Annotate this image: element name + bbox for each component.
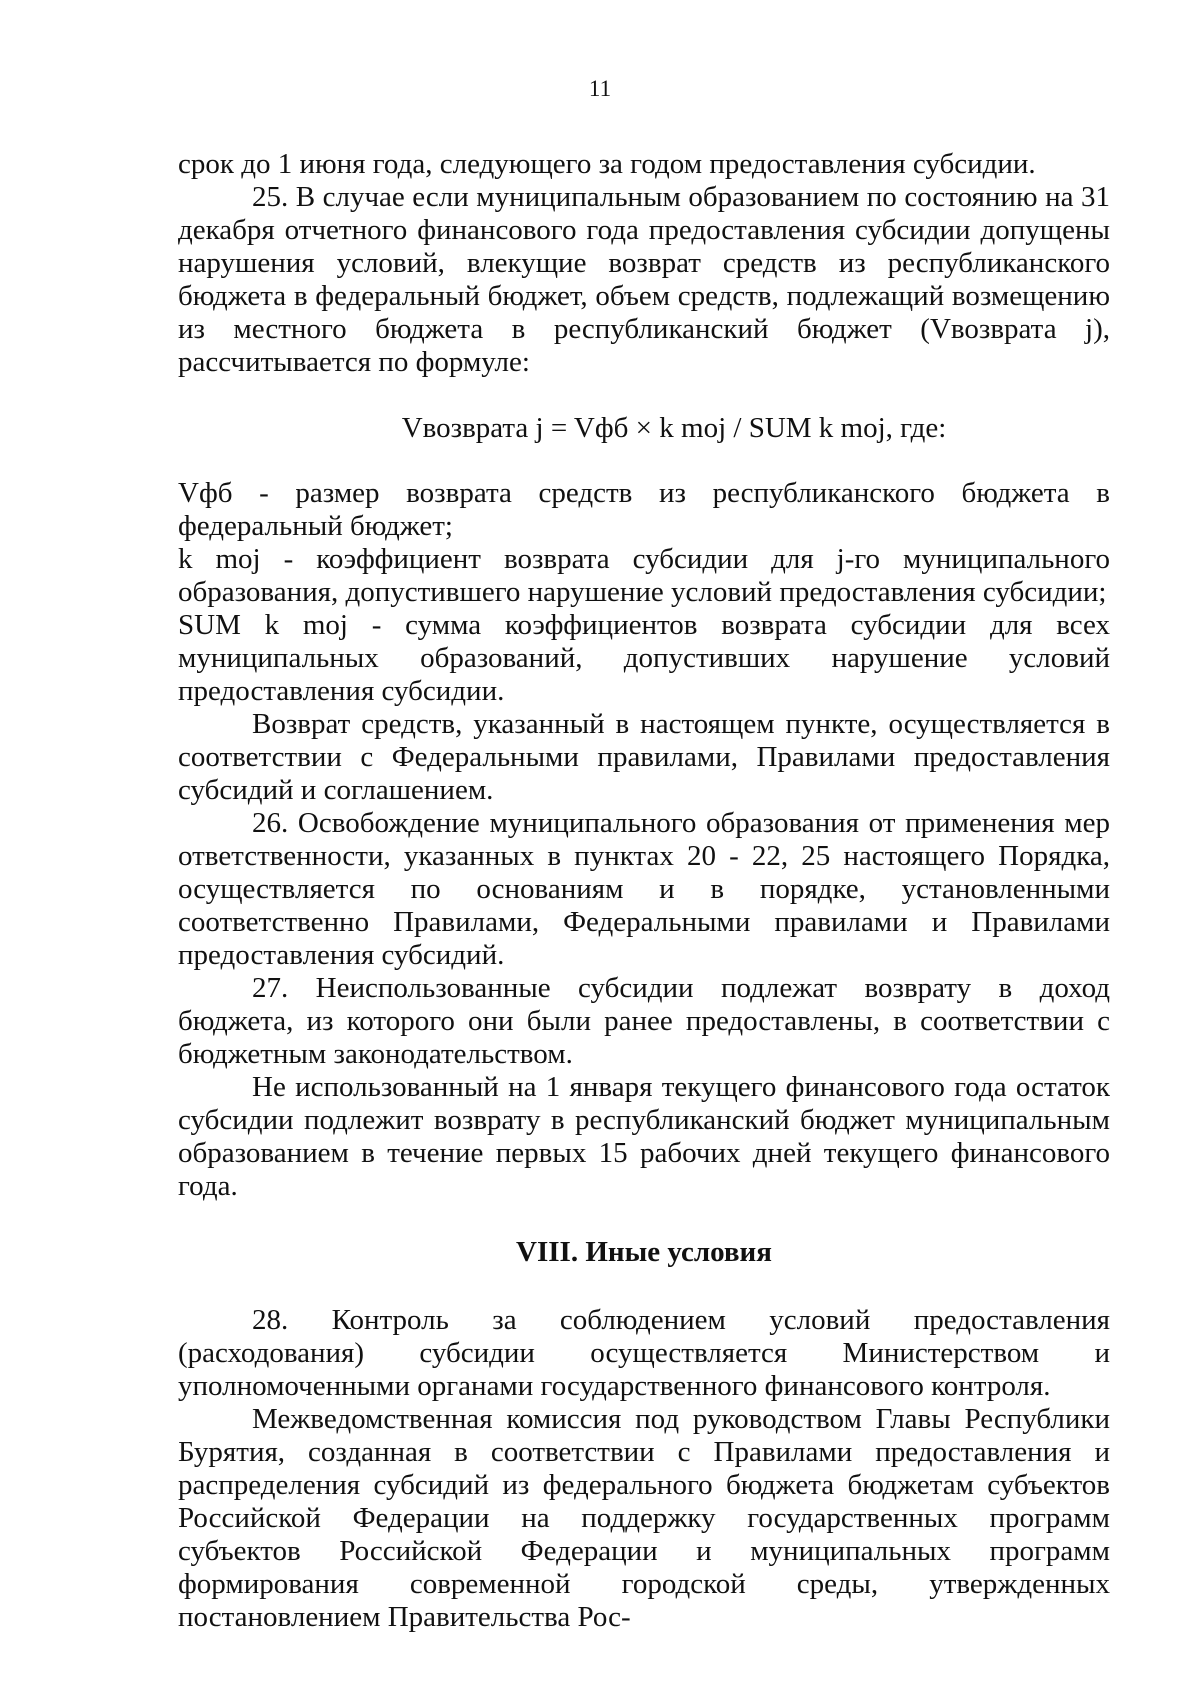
document-body — [178, 148, 1110, 1634]
definition-vfb: Vфб - размер возврата средств из республиканского бюджета в федеральный бюджет; — [178, 477, 1110, 542]
paragraph-item-25: 25. В случае если муниципальным образованием по состоянию на 31 декабря отчетного финансового года предоставления субсидии допущены нарушения условий, влекущие возврат средств из республиканского бюджета в федеральный бюджет, объем средств, подлежащий возмещению из местного бюджета в республиканский бюджет (Vвозврата j), рассчитывается по формуле: — [178, 181, 1110, 378]
paragraph-item-26: 26. Освобождение муниципального образования от применения мер ответственности, указанных в пунктах 20 - 22, 25 настоящего Порядка, осуществляется по основаниям и в порядке, установленными соответственно Правилами, Федеральными правилами и Правилами предоставления субсидий. — [178, 807, 1110, 971]
paragraph-commission: Межведомственная комиссия под руководством Главы Республики Бурятия, созданная в соответствии с Правилами предоставления и распределения субсидий из федерального бюджета бюджетам субъектов Российской Федерации на поддержку государственных программ субъектов Российской Федерации и муниципальных программ формирования современной городской среды, утвержденных постановлением Правительства Рос- — [178, 1403, 1110, 1633]
paragraph-item-27: 27. Неиспользованные субсидии подлежат возврату в доход бюджета, из которого они были ранее предоставлены, в соответствии с бюджетным законодательством. — [178, 972, 1110, 1070]
page-number: 11 — [588, 76, 612, 101]
paragraph-refund: Возврат средств, указанный в настоящем пункте, осуществляется в соответствии с Федеральными правилами, Правилами предоставления субсидий и соглашением. — [178, 708, 1110, 806]
paragraph-continuation: срок до 1 июня года, следующего за годом предоставления субсидии. — [178, 148, 1036, 180]
paragraph-item-28: 28. Контроль за соблюдением условий предоставления (расходования) субсидии осуществляется Министерством и уполномоченными органами государственного финансового контроля. — [178, 1304, 1110, 1402]
definition-sum-k-moj: SUM k moj - сумма коэффициентов возврата субсидии для всех муниципальных образований, допустивших нарушение условий предоставления субсидии. — [178, 609, 1110, 707]
definition-k-moj: k moj - коэффициент возврата субсидии для j-го муниципального образования, допустившего нарушение условий предоставления субсидии; — [178, 543, 1110, 608]
paragraph-unused-balance: Не использованный на 1 января текущего финансового года остаток субсидии подлежит возврату в республиканский бюджет муниципальным образованием в течение первых 15 рабочих дней текущего финансового года. — [178, 1071, 1110, 1202]
formula: Vвозврата j = Vфб × k moj / SUM k moj, где: — [401, 412, 947, 444]
section-heading: VIII. Иные условия — [516, 1236, 772, 1268]
